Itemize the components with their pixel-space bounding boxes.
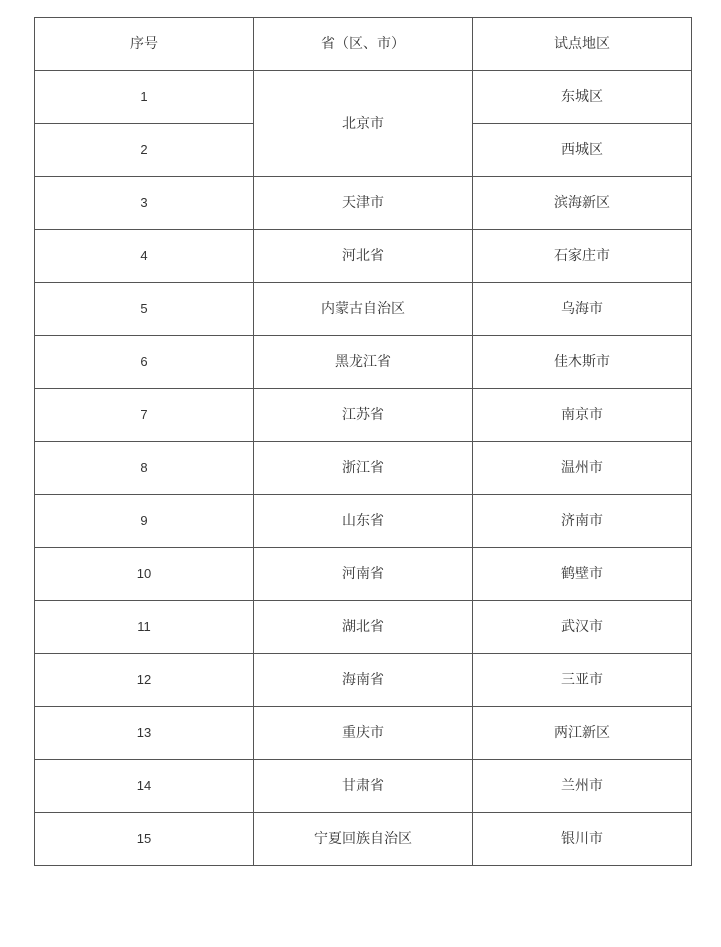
- cell-seq: 14: [35, 760, 254, 813]
- cell-seq: 12: [35, 654, 254, 707]
- cell-province: 山东省: [254, 495, 473, 548]
- cell-province: 黑龙江省: [254, 336, 473, 389]
- cell-area: 兰州市: [473, 760, 692, 813]
- table-header-row: [35, 18, 692, 71]
- cell-province: 河南省: [254, 548, 473, 601]
- header-area: 试点地区: [473, 18, 692, 71]
- table-row: [35, 283, 692, 336]
- cell-seq: 10: [35, 548, 254, 601]
- cell-area: 滨海新区: [473, 177, 692, 230]
- pilot-regions-table: [34, 17, 692, 866]
- cell-area: 银川市: [473, 813, 692, 866]
- table-row: [35, 495, 692, 548]
- cell-province: 重庆市: [254, 707, 473, 760]
- cell-area: 南京市: [473, 389, 692, 442]
- table-row: [35, 177, 692, 230]
- cell-area: 两江新区: [473, 707, 692, 760]
- cell-province: 甘肃省: [254, 760, 473, 813]
- cell-area: 佳木斯市: [473, 336, 692, 389]
- cell-seq: 13: [35, 707, 254, 760]
- table-row: [35, 230, 692, 283]
- cell-province: 浙江省: [254, 442, 473, 495]
- header-province: 省（区、市）: [254, 18, 473, 71]
- table-row: [35, 601, 692, 654]
- cell-area: 济南市: [473, 495, 692, 548]
- cell-area: 乌海市: [473, 283, 692, 336]
- table-row: [35, 813, 692, 866]
- cell-seq: 2: [35, 124, 254, 177]
- cell-area: 石家庄市: [473, 230, 692, 283]
- table-row: [35, 336, 692, 389]
- cell-seq: 8: [35, 442, 254, 495]
- cell-province: 内蒙古自治区: [254, 283, 473, 336]
- cell-seq: 3: [35, 177, 254, 230]
- cell-area: 三亚市: [473, 654, 692, 707]
- table-row: [35, 760, 692, 813]
- table-row: [35, 654, 692, 707]
- cell-area: 西城区: [473, 124, 692, 177]
- cell-province: 海南省: [254, 654, 473, 707]
- cell-province: 北京市: [254, 71, 473, 177]
- table-row: [35, 707, 692, 760]
- cell-seq: 5: [35, 283, 254, 336]
- cell-seq: 4: [35, 230, 254, 283]
- cell-province: 江苏省: [254, 389, 473, 442]
- cell-seq: 7: [35, 389, 254, 442]
- cell-seq: 9: [35, 495, 254, 548]
- cell-province: 湖北省: [254, 601, 473, 654]
- cell-seq: 11: [35, 601, 254, 654]
- cell-province: 宁夏回族自治区: [254, 813, 473, 866]
- table-row: [35, 548, 692, 601]
- table-row: [35, 389, 692, 442]
- cell-area: 东城区: [473, 71, 692, 124]
- cell-seq: 6: [35, 336, 254, 389]
- table-row: [35, 442, 692, 495]
- cell-seq: 15: [35, 813, 254, 866]
- cell-area: 温州市: [473, 442, 692, 495]
- header-seq: 序号: [35, 18, 254, 71]
- cell-seq: 1: [35, 71, 254, 124]
- cell-province: 天津市: [254, 177, 473, 230]
- cell-area: 武汉市: [473, 601, 692, 654]
- cell-area: 鹤壁市: [473, 548, 692, 601]
- table-row: [35, 71, 692, 124]
- cell-province: 河北省: [254, 230, 473, 283]
